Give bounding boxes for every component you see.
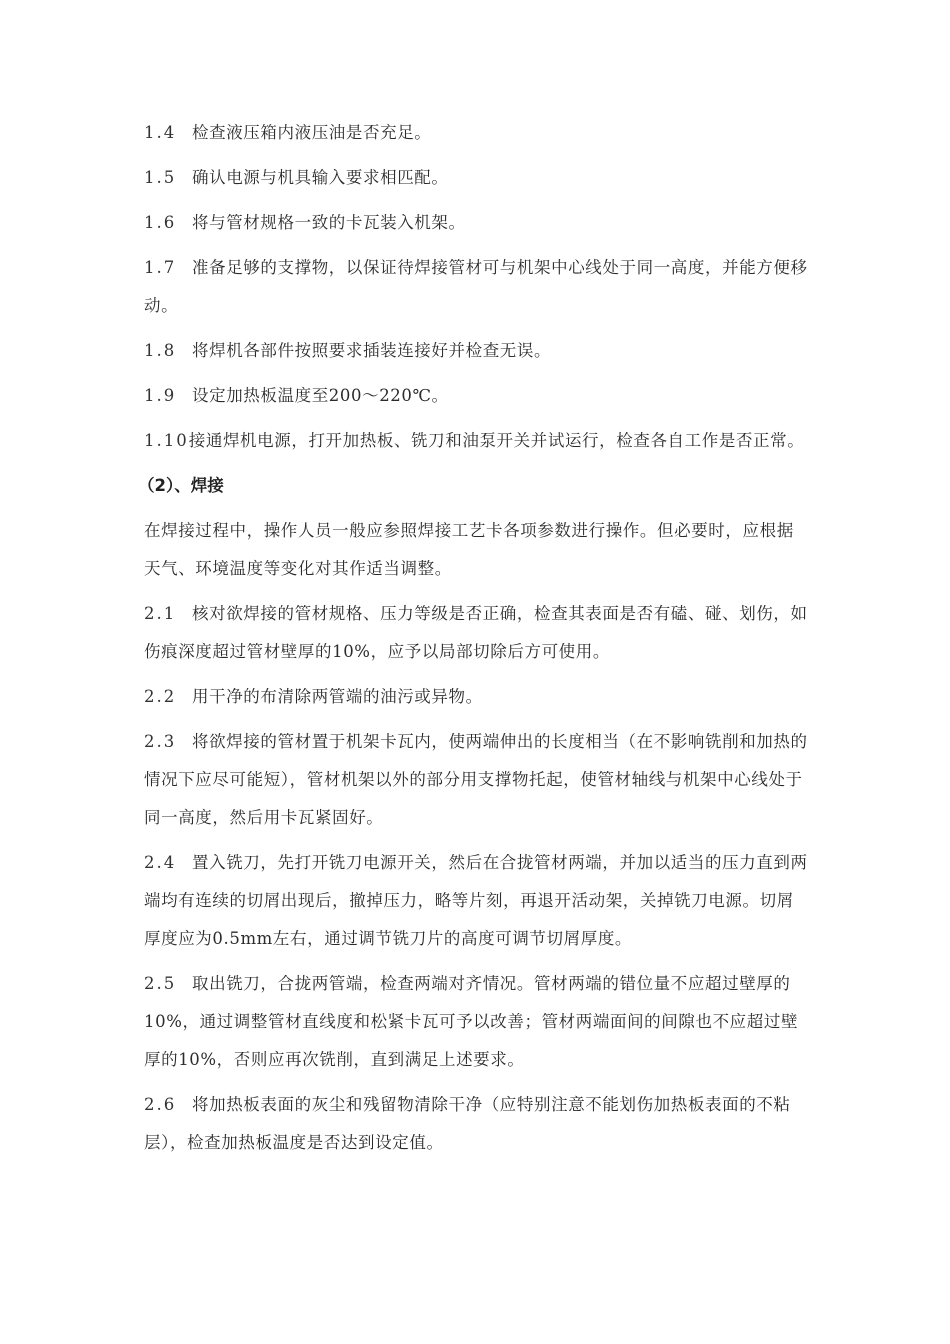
step-number: 2.3 bbox=[144, 732, 177, 751]
step-number: 2.1 bbox=[144, 604, 177, 623]
step-text: 接通焊机电源，打开加热板、铣刀和油泵开关并试运行，检查各自工作是否正常。 bbox=[188, 431, 805, 450]
step-text: 检查液压箱内液压油是否充足。 bbox=[192, 123, 432, 142]
step-2-3 bbox=[144, 723, 810, 837]
step-number: 1.7 bbox=[144, 258, 177, 277]
step-1-8 bbox=[144, 332, 810, 370]
step-1-4 bbox=[144, 114, 810, 152]
step-number: 1.10 bbox=[144, 431, 189, 450]
step-text: 取出铣刀，合拢两管端，检查两端对齐情况。管材两端的错位量不应超过壁厚的10%，通过调整管材直线度和松紧卡瓦可予以改善；管材两端面间的间隙也不应超过壁厚的10%，否则应再次铣削，直到满足上述要求。 bbox=[144, 974, 799, 1069]
step-1-7 bbox=[144, 249, 810, 325]
step-text: 将焊机各部件按照要求插装连接好并检查无误。 bbox=[192, 341, 552, 360]
step-2-5 bbox=[144, 965, 810, 1079]
step-2-4 bbox=[144, 844, 810, 958]
step-text: 准备足够的支撑物，以保证待焊接管材可与机架中心线处于同一高度，并能方便移动。 bbox=[144, 258, 808, 315]
step-number: 1.4 bbox=[144, 123, 177, 142]
step-text: 用干净的布清除两管端的油污或异物。 bbox=[192, 687, 483, 706]
step-1-5 bbox=[144, 159, 810, 197]
step-text: 设定加热板温度至200～220℃。 bbox=[192, 386, 449, 405]
section-heading: （2）、焊接 bbox=[138, 476, 224, 495]
step-number: 2.2 bbox=[144, 687, 177, 706]
step-2-6 bbox=[144, 1086, 810, 1162]
step-text: 核对欲焊接的管材规格、压力等级是否正确，检查其表面是否有磕、碰、划伤，如伤痕深度超过管材壁厚的10%，应予以局部切除后方可使用。 bbox=[144, 604, 808, 661]
step-1-10 bbox=[144, 422, 810, 460]
step-2-1 bbox=[144, 595, 810, 671]
step-number: 2.4 bbox=[144, 853, 177, 872]
step-number: 1.6 bbox=[144, 213, 177, 232]
step-text: 将加热板表面的灰尘和残留物清除干净（应特别注意不能划伤加热板表面的不粘层），检查加热板温度是否达到设定值。 bbox=[144, 1095, 791, 1152]
step-number: 1.8 bbox=[144, 341, 177, 360]
step-text: 将与管材规格一致的卡瓦装入机架。 bbox=[192, 213, 466, 232]
step-1-9 bbox=[144, 377, 810, 415]
step-number: 1.5 bbox=[144, 168, 177, 187]
step-text: 置入铣刀，先打开铣刀电源开关，然后在合拢管材两端，并加以适当的压力直到两端均有连续的切屑出现后，撤掉压力，略等片刻，再退开活动架，关掉铣刀电源。切屑厚度应为0.5mm左右，通过调节铣刀片的高度可调节切屑厚度。 bbox=[144, 853, 808, 948]
step-number: 2.5 bbox=[144, 974, 177, 993]
step-2-2 bbox=[144, 678, 810, 716]
document-page bbox=[138, 114, 810, 1169]
step-number: 1.9 bbox=[144, 386, 177, 405]
step-number: 2.6 bbox=[144, 1095, 177, 1114]
step-1-6 bbox=[144, 204, 810, 242]
section-intro: 在焊接过程中，操作人员一般应参照焊接工艺卡各项参数进行操作。但必要时，应根据天气、环境温度等变化对其作适当调整。 bbox=[144, 521, 794, 578]
step-text: 确认电源与机具输入要求相匹配。 bbox=[192, 168, 449, 187]
step-text: 将欲焊接的管材置于机架卡瓦内，使两端伸出的长度相当（在不影响铣削和加热的情况下应尽可能短），管材机架以外的部分用支撑物托起，使管材轴线与机架中心线处于同一高度，然后用卡瓦紧固好。 bbox=[144, 732, 808, 827]
